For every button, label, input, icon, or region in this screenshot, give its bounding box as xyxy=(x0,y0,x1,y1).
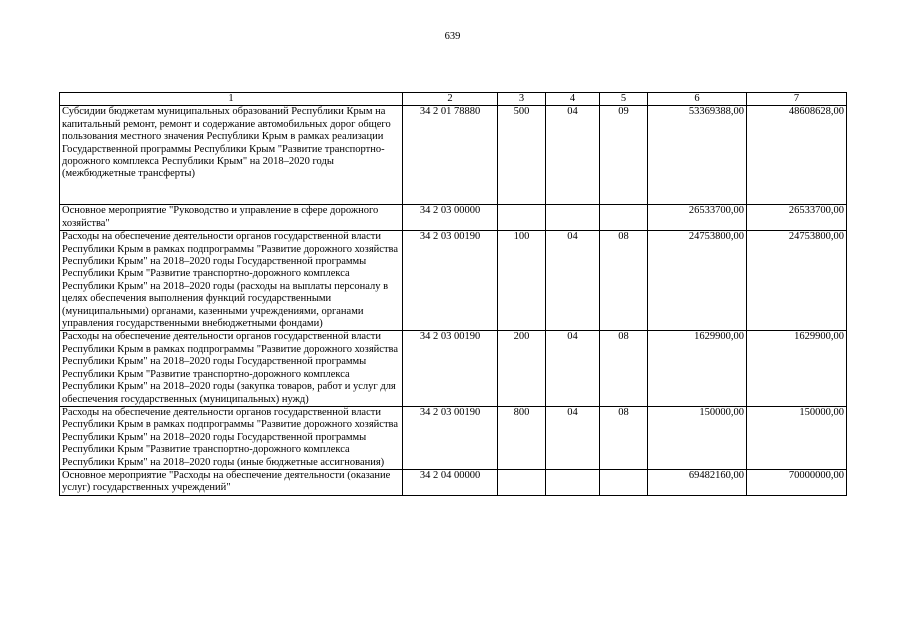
subsection-code: 09 xyxy=(600,106,648,205)
target-article-code: 34 2 04 00000 xyxy=(403,469,498,495)
table-row xyxy=(60,231,847,331)
amount-year-2: 26533700,00 xyxy=(747,205,847,231)
target-article-code: 34 2 03 00190 xyxy=(403,231,498,331)
section-code xyxy=(546,469,600,495)
amount-year-1: 69482160,00 xyxy=(648,469,747,495)
section-code: 04 xyxy=(546,406,600,469)
section-code xyxy=(546,205,600,231)
expense-type-code: 200 xyxy=(498,331,546,406)
table-row xyxy=(60,205,847,231)
expense-description: Расходы на обеспечение деятельности органов государственной власти Республики Крым в рамках подпрограммы "Развитие дорожного хозяйства Республики Крым" на 2018–2020 годы Государственной программы Республики Крым "Развитие транспортно-дорожного комплекса Республики Крым" на 2018–2020 годы (закупка товаров, работ и услуг для обеспечения государственных (муниципальных) нужд) xyxy=(60,331,403,406)
column-number: 5 xyxy=(600,93,648,106)
expense-type-code: 800 xyxy=(498,406,546,469)
section-code: 04 xyxy=(546,106,600,205)
amount-year-1: 53369388,00 xyxy=(648,106,747,205)
subsection-code: 08 xyxy=(600,331,648,406)
table-row xyxy=(60,106,847,205)
subsection-code: 08 xyxy=(600,231,648,331)
expense-type-code: 100 xyxy=(498,231,546,331)
amount-year-2: 48608628,00 xyxy=(747,106,847,205)
amount-year-1: 1629900,00 xyxy=(648,331,747,406)
amount-year-1: 150000,00 xyxy=(648,406,747,469)
section-code: 04 xyxy=(546,231,600,331)
expense-description: Субсидии бюджетам муниципальных образований Республики Крым на капитальный ремонт, ремонт и содержание автомобильных дорог общего пользования местного значения Республики Крым в рамках реализации Государственной программы Республики Крым "Развитие транспортно-дорожного комплекса Республики Крым" на 2018–2020 годы (межбюджетные трансферты) xyxy=(60,106,403,205)
section-code: 04 xyxy=(546,331,600,406)
column-number: 2 xyxy=(403,93,498,106)
target-article-code: 34 2 01 78880 xyxy=(403,106,498,205)
table-row xyxy=(60,406,847,469)
target-article-code: 34 2 03 00190 xyxy=(403,406,498,469)
column-number: 3 xyxy=(498,93,546,106)
column-number: 4 xyxy=(546,93,600,106)
amount-year-2: 1629900,00 xyxy=(747,331,847,406)
subsection-code xyxy=(600,205,648,231)
amount-year-1: 26533700,00 xyxy=(648,205,747,231)
target-article-code: 34 2 03 00000 xyxy=(403,205,498,231)
subsection-code xyxy=(600,469,648,495)
target-article-code: 34 2 03 00190 xyxy=(403,331,498,406)
amount-year-2: 150000,00 xyxy=(747,406,847,469)
expense-description: Основное мероприятие "Расходы на обеспечение деятельности (оказание услуг) государственных учреждений" xyxy=(60,469,403,495)
expense-description: Основное мероприятие "Руководство и управление в сфере дорожного хозяйства" xyxy=(60,205,403,231)
budget-table xyxy=(59,92,847,496)
expense-description: Расходы на обеспечение деятельности органов государственной власти Республики Крым в рамках подпрограммы "Развитие дорожного хозяйства Республики Крым" на 2018–2020 годы Государственной программы Республики Крым "Развитие транспортно-дорожного комплекса Республики Крым" на 2018–2020 годы (расходы на выплаты персоналу в целях обеспечения выполнения функций государственными (муниципальными) органами, казенными учреждениями, органами управления государственными внебюджетными фондами) xyxy=(60,231,403,331)
subsection-code: 08 xyxy=(600,406,648,469)
expense-type-code xyxy=(498,205,546,231)
column-number: 7 xyxy=(747,93,847,106)
table-row xyxy=(60,331,847,406)
column-number-row xyxy=(60,93,847,106)
amount-year-1: 24753800,00 xyxy=(648,231,747,331)
amount-year-2: 70000000,00 xyxy=(747,469,847,495)
column-number: 6 xyxy=(648,93,747,106)
expense-description: Расходы на обеспечение деятельности органов государственной власти Республики Крым в рамках подпрограммы "Развитие дорожного хозяйства Республики Крым" на 2018–2020 годы Государственной программы Республики Крым "Развитие транспортно-дорожного комплекса Республики Крым" на 2018–2020 годы (иные бюджетные ассигнования) xyxy=(60,406,403,469)
column-number: 1 xyxy=(60,93,403,106)
amount-year-2: 24753800,00 xyxy=(747,231,847,331)
page-number: 639 xyxy=(444,31,461,42)
expense-type-code: 500 xyxy=(498,106,546,205)
table-row xyxy=(60,469,847,495)
expense-type-code xyxy=(498,469,546,495)
